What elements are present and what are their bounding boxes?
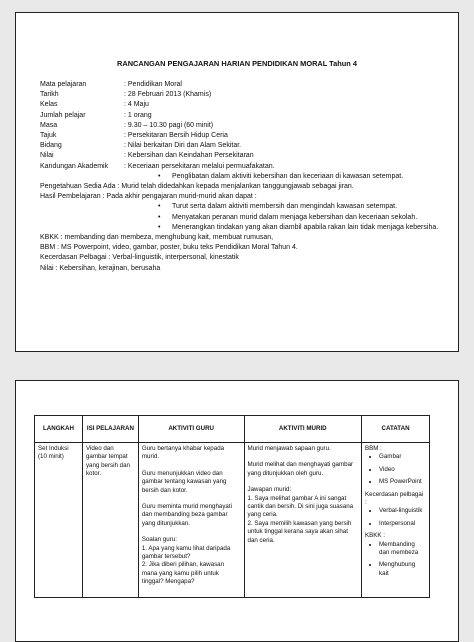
cell-aktiviti-guru: Guru bertanya khabar kepada murid. Guru menunjukkan video dan gambar tentang kawasan yang bersih dan kotor. Guru meminta murid menghayati dan membanding beza gambar yang ditunjukkan. Soalan guru: 1. Apa yang kamu lihat daripada gambar tersebut? 2. Jika diberi pilihan, kawasan mana yang kamu pilih untuk tinggal? Mengapa? [138, 443, 244, 598]
kandungan-bullet: • Penglibatan dalam aktiviti kebersihan dan keceriaan di kawasan setempat. [40, 172, 452, 182]
kbkk-line: KBKK : membanding dan membeza, menghubung kait, membuat rumusan, [40, 234, 274, 242]
field-bidang: Bidang : Nilai berkaitan Diri dan Alam Sekitar. [40, 142, 242, 150]
kecerdasan-line: Kecerdasan Pelbagai : Verbal-linguistik, interpersonal, kinestatik [40, 254, 239, 262]
field-mata-pelajaran: Mata pelajaran : Pendidikan Moral [40, 81, 182, 88]
header-langkah: LANGKAH [35, 416, 83, 443]
header-isi-pelajaran: ISI PELAJARAN [82, 416, 138, 443]
cell-langkah: Set Induksi (10 minit) [35, 443, 83, 598]
field-nilai: Nilai : Kebersihan dan Keindahan Persekitaran [40, 152, 254, 160]
cell-catatan: BBM : • Gambar • Video • MS PowerPoint Kecerdasan pelbagai : • Verbal-linguistik • Interpersonal KBKK : • Membanding dan membeza • Menghubung kait [362, 443, 430, 598]
lesson-info-fields [40, 80, 452, 274]
cell-aktiviti-murid: Murid menjawab sapaan guru. Murid melihat dan menghayati gambar yang ditunjukkan oleh guru. Jawapan murid: 1. Saya melihat gambar A ini sangat cantik dan bersih. Di sini juga suasana yang ceria. 2. Saya memilih kawasan yang bersih untuk tinggal kerana saya akan sihat dan ceria. [244, 443, 362, 598]
hasil-pembelajaran: Hasil Pembelajaran : Pada akhir pengajaran murid-murid akan dapat : [40, 193, 257, 201]
field-masa: Masa : 9.30 – 10.30 pagi (60 minit) [40, 121, 214, 129]
nilai-line: Nilai : Kebersihan, kerajinan, berusaha [40, 264, 161, 272]
header-catatan: CATATAN [362, 416, 430, 443]
field-kandungan-akademik: Kandungan Akademik : Keceriaan persekitaran melalui permuafakatan. [40, 162, 275, 170]
field-tajuk: Tajuk : Persekitaran Bersih Hidup Ceria [40, 132, 228, 140]
hasil-bullet: • Turut serta dalam aktiviti membersih dan mengindah kawasan setempat. [40, 202, 452, 212]
bullet-icon: • [158, 223, 161, 231]
bullet-icon: • [158, 172, 161, 180]
bbm-list: • Gambar • Video • MS PowerPoint [365, 453, 426, 486]
lesson-plan-page-2 [15, 380, 459, 642]
hasil-bullet: • Menerangkan tindakan yang akan diambil apabila rakan lain tidak menjaga kebersiha. [40, 223, 452, 233]
lesson-steps-table [34, 415, 430, 598]
field-kelas: Kelas : 4 Maju [40, 101, 149, 109]
bbm-line: BBM : MS Powerpoint, video, gambar, poster, buku teks Pendidikan Moral Tahun 4. [40, 244, 298, 252]
kecerdasan-list: • Verbal-linguistik • Interpersonal [365, 507, 426, 528]
field-tarikh: Tarikh : 28 Februari 2013 (Khamis) [40, 91, 212, 99]
field-jumlah-pelajar: Jumlah pelajar : 1 orang [40, 111, 152, 119]
pengetahuan-sedia-ada: Pengetahuan Sedia Ada : Murid telah didedahkan kepada menjalankan tanggungjawab sebagai jiran. [40, 183, 354, 191]
lesson-plan-page-1 [15, 12, 459, 352]
header-aktiviti-guru: AKTIVITI GURU [138, 416, 244, 443]
bullet-icon: • [158, 203, 161, 211]
hasil-bullet: • Menyatakan peranan murid dalam menjaga kebersihan dan keceriaan sekolah. [40, 213, 452, 223]
kbkk-list: • Membanding dan membeza • Menghubung kait [365, 541, 426, 579]
table-row [35, 443, 430, 598]
bullet-icon: • [158, 213, 161, 221]
page-title: RANCANGAN PENGAJARAN HARIAN PENDIDIKAN MORAL Tahun 4 [117, 59, 357, 68]
header-aktiviti-murid: AKTIVITI MURID [244, 416, 362, 443]
table-header-row [35, 416, 430, 443]
cell-isi: Video dan gambar tempat yang bersih dan kotor. [82, 443, 138, 598]
